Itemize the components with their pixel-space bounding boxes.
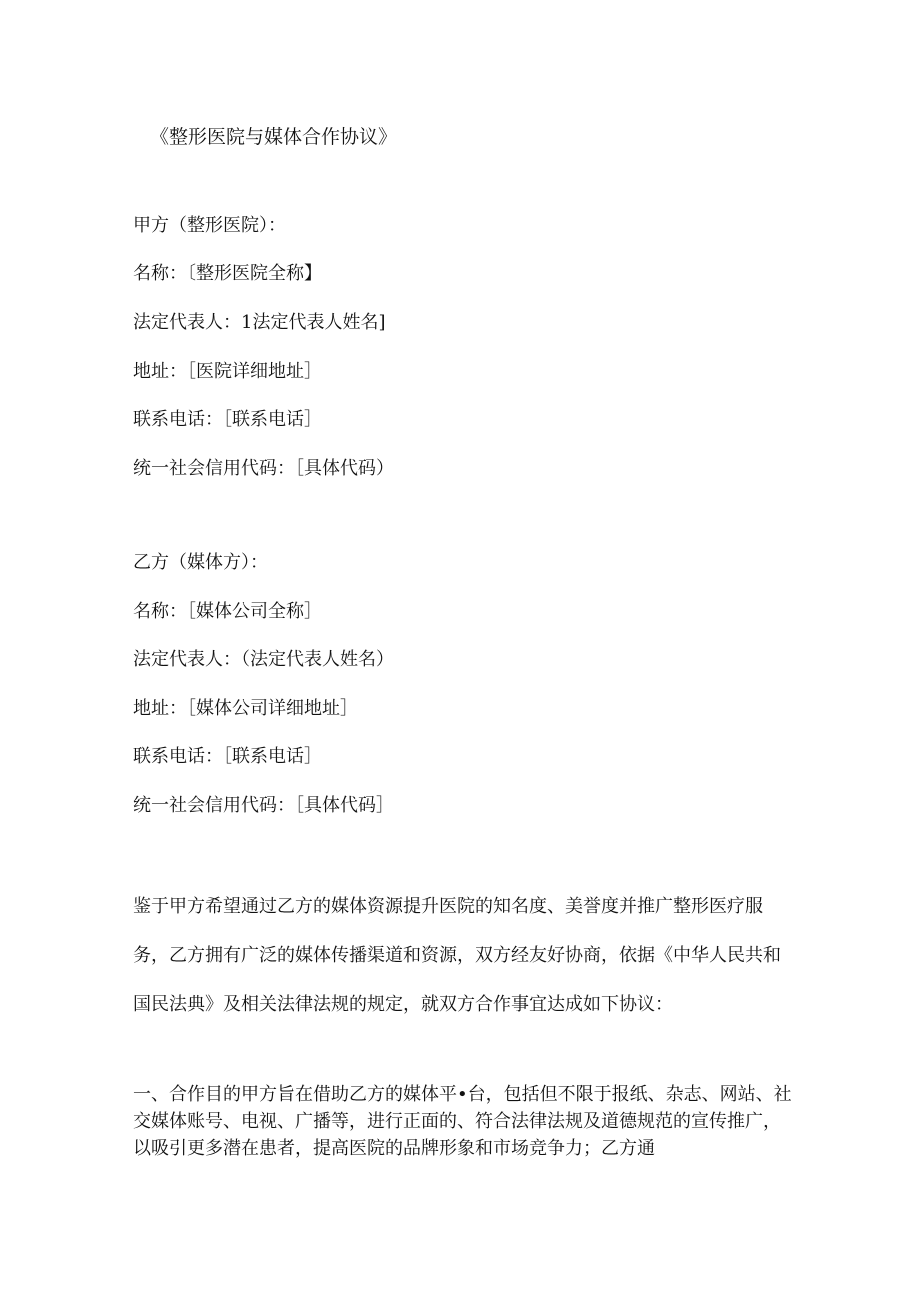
party-a-legal-rep: 法定代表人：1法定代表人姓名] xyxy=(133,312,386,333)
party-a-phone: 联系电话：［联系电话］ xyxy=(133,409,322,430)
party-b-phone: 联系电话：［联系电话］ xyxy=(133,746,322,767)
party-b-credit-code: 统一社会信用代码：［具体代码］ xyxy=(133,795,394,816)
party-b-heading: 乙方（媒体方）： xyxy=(133,552,268,573)
party-a-credit-code: 统一社会信用代码：［具体代码） xyxy=(133,458,394,479)
party-b-name: 名称：［媒体公司全称］ xyxy=(133,601,322,622)
clause-1-paragraph: 一、合作目的甲方旨在借助乙方的媒体平•台，包括但不限于报纸、杂志、网站、社交媒体账号、电视、广播等，进行正面的、符合法律法规及道德规范的宣传推广，以吸引更多潜在患者，提高医院的品牌形象和市场竞争力；乙方通 xyxy=(133,1084,792,1159)
document-title: 《整形医院与媒体合作协议》 xyxy=(150,126,398,148)
party-a-name: 名称：〔整形医院全称】 xyxy=(133,263,322,284)
intro-paragraph: 鉴于甲方希望通过乙方的媒体资源提升医院的知名度、美誉度并推广整形医疗服务，乙方拥有广泛的媒体传播渠道和资源，双方经友好协商，依据《中华人民共和国民法典》及相关法律法规的规定，就双方合作事宜达成如下协议： xyxy=(133,896,781,1015)
party-a-heading: 甲方（整形医院）： xyxy=(133,215,286,236)
party-a-address: 地址：［医院详细地址］ xyxy=(133,361,322,382)
party-b-legal-rep: 法定代表人：（法定代表人姓名） xyxy=(133,649,394,670)
party-b-address: 地址：［媒体公司详细地址］ xyxy=(133,698,358,719)
